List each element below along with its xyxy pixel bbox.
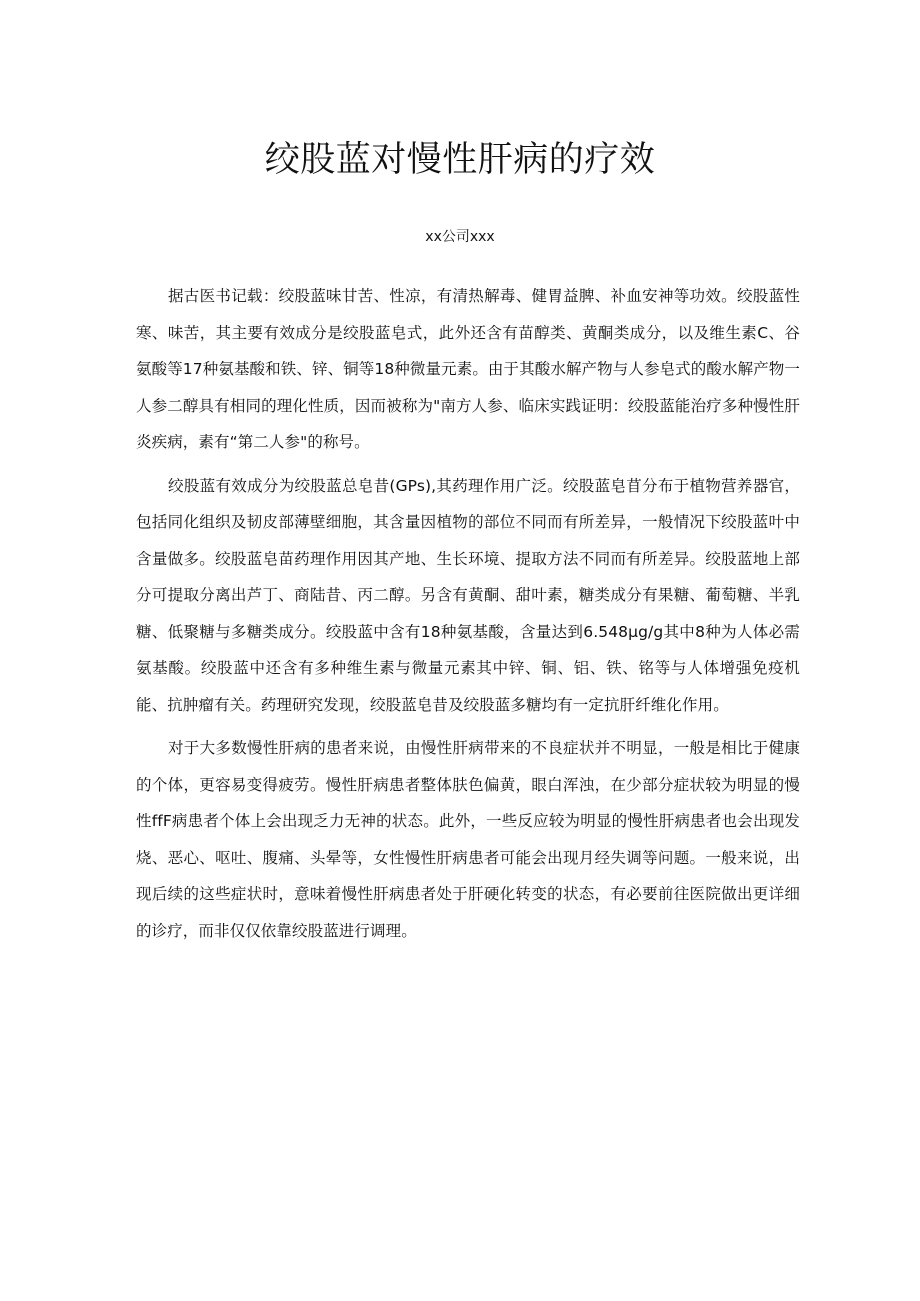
document-title: 绞股蓝对慢性肝病的疗效: [264, 140, 656, 180]
paragraph-1: 据古医书记载：绞股蓝味甘苦、性凉，有清热解毒、健胃益脾、补血安神等功效。绞股蓝性寒、味苦，其主要有效成分是绞股蓝皂式，此外还含有苗醇类、黄酮类成分，以及维生素C、谷氨酸等17种氨基酸和铁、锌、铜等18种微量元素。由于其酸水解产物与人参皂式的酸水解产物一人参二醇具有相同的理化性质，因而被称为"南方人参、临床实践证明：绞股蓝能治疗多种慢性肝炎疾病，素有“第二人参"的称号。: [136, 287, 800, 451]
document-author: xx公司xxx: [425, 229, 495, 245]
paragraph-3: 对于大多数慢性肝病的患者来说，由慢性肝病带来的不良症状并不明显，一般是相比于健康的个体，更容易变得疲劳。慢性肝病患者整体肤色偏黄，眼白浑浊，在少部分症状较为明显的慢性ffF病患者个体上会出现乏力无神的状态。此外，一些反应较为明显的慢性肝病患者也会出现发烧、恶心、呕吐、腹痛、头晕等，女性慢性肝病患者可能会出现月经失调等问题。一般来说，出现后续的这些症状时，意味着慢性肝病患者处于肝硬化转变的状态，有必要前往医院做出更详细的诊疗，而非仅仅依靠绞股蓝进行调理。: [136, 739, 800, 940]
paragraph-2: 绞股蓝有效成分为绞股蓝总皂昔(GPs),其药理作用广泛。绞股蓝皂苜分布于植物营养器官，包括同化组织及韧皮部薄壁细胞，其含量因植物的部位不同而有所差异，一般情况下绞股蓝叶中含量做多。绞股蓝皂苗药理作用因其产地、生长环境、提取方法不同而有所差异。绞股蓝地上部分可提取分离出芦丁、商陆昔、丙二醇。另含有黄酮、甜叶素，糖类成分有果糖、葡萄糖、半乳糖、低聚糖与多糖类成分。绞股蓝中含有18种氨基酸，含量达到6.548μg∕g其中8种为人体必需氨基酸。绞股蓝中还含有多种维生素与微量元素其中锌、铜、铝、铁、铭等与人体增强免疫机能、抗肿瘤有关。药理研究发现，绞股蓝皂昔及绞股蓝多糖均有一定抗肝纤维化作用。: [136, 476, 800, 714]
document-body: [136, 278, 800, 956]
